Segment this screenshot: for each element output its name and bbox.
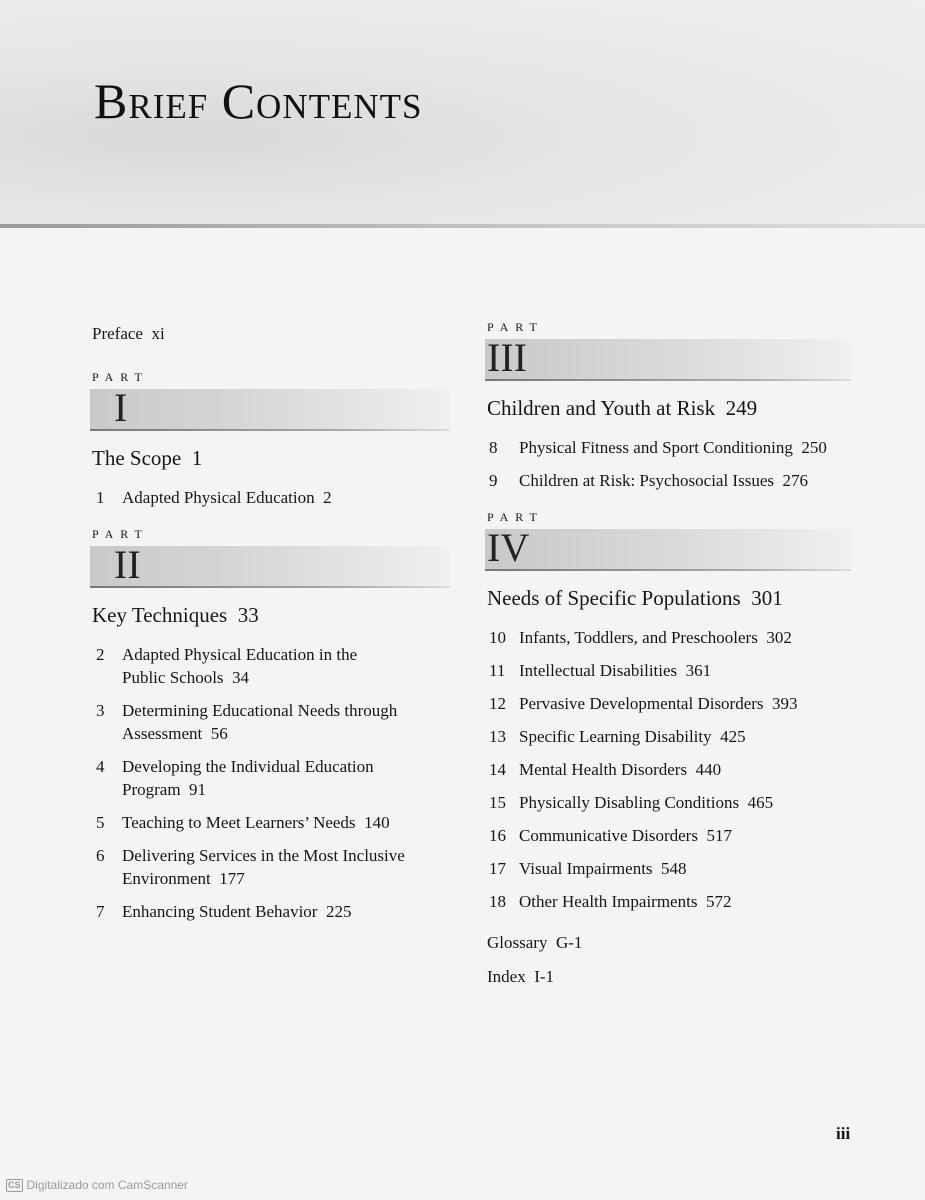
part-title [487,394,867,422]
chapter-entry [487,692,867,715]
chapter-number: 1 [96,488,105,507]
chapter-title: Teaching to Meet Learners’ Needs [122,813,356,832]
chapter-number: 2 [96,645,105,664]
chapter-number: 8 [489,438,498,457]
chapter-text [519,725,867,748]
chapter-number: 18 [489,892,506,911]
part-label: PART [487,320,544,334]
chapter-page: 56 [210,724,228,743]
chapter-text [519,824,867,847]
chapter-entry [487,857,867,880]
chapter-entry [92,486,472,509]
chapter-title: Communicative Disorders [519,826,698,845]
backmatter-label: Glossary [487,933,548,952]
chapter-number: 14 [489,760,506,779]
chapter-title: Physical Fitness and Sport Conditioning [519,438,793,457]
chapter-text [122,900,472,923]
chapter-entry [487,436,867,459]
chapter-entry [487,659,867,682]
backmatter-page: I-1 [534,967,555,986]
backmatter-page: G-1 [555,933,583,952]
preface-entry [92,322,472,346]
chapter-title: Infants, Toddlers, and Preschoolers [519,628,758,647]
chapter-number: 16 [489,826,506,845]
left-column [92,322,472,941]
backmatter [487,931,867,989]
part-label: PART [92,527,149,541]
chapter-list [487,626,867,913]
part-page: 1 [191,446,203,470]
chapter-list [92,643,472,923]
part-underline [485,379,851,381]
chapter-page: 440 [695,760,722,779]
chapter-title-cont: Assessment [122,724,203,743]
chapter-text [519,692,867,715]
part-page: 249 [725,396,758,420]
part-page: 301 [751,586,783,610]
chapter-entry [487,824,867,847]
chapter-page: 361 [685,661,712,680]
chapter-title: Physically Disabling Conditions [519,793,740,812]
part-numeral: II [114,542,141,587]
part-numeral: III [487,335,527,380]
scanner-watermark [6,1178,188,1192]
part-section [487,320,867,492]
part-underline [90,586,450,588]
header-rule [0,224,925,228]
preface-label: Preface [92,324,143,343]
part-label: PART [92,370,149,384]
part-label: PART [487,510,544,524]
chapter-text [519,659,867,682]
chapter-entry [487,791,867,814]
chapter-number: 9 [489,471,498,490]
backmatter-entry [487,931,867,955]
part-title-text: The Scope [92,446,182,470]
chapter-entry [92,900,472,923]
chapter-page: 140 [364,813,390,832]
part-section [487,510,867,913]
part-banner [485,336,847,384]
chapter-title: Children at Risk: Psychosocial Issues [519,471,774,490]
page-number: iii [836,1124,851,1143]
part-banner [90,386,452,434]
chapter-text [122,643,472,689]
chapter-text [122,699,472,745]
chapter-page: 548 [661,859,687,878]
chapter-title: Delivering Services in the Most Inclusive [122,846,405,865]
chapter-number: 13 [489,727,506,746]
chapter-title: Visual Impairments [519,859,653,878]
chapter-title: Adapted Physical Education in the [122,645,358,664]
chapter-text [519,890,867,913]
chapter-title: Adapted Physical Education [122,488,315,507]
chapter-entry [92,755,472,801]
part-title-text: Needs of Specific Populations [487,586,741,610]
chapter-text [519,857,867,880]
chapter-entry [92,844,472,890]
chapter-page: 393 [772,694,798,713]
chapter-text [122,486,472,509]
chapter-page: 177 [219,869,245,888]
chapter-list [92,486,472,509]
chapter-page: 517 [706,826,732,845]
part-band [485,339,851,379]
chapter-title: Developing the Individual Education [122,757,374,776]
part-band [90,389,450,429]
part-title-text: Key Techniques [92,603,228,627]
chapter-entry [487,890,867,913]
part-numeral: IV [487,525,530,570]
chapter-entry [487,469,867,492]
part-numeral: I [114,385,128,430]
chapter-entry [487,626,867,649]
chapter-text [519,626,867,649]
chapter-number: 6 [96,846,105,865]
chapter-page: 465 [747,793,774,812]
chapter-entry [487,758,867,781]
chapter-page: 250 [801,438,827,457]
chapter-page: 425 [720,727,746,746]
part-band [90,546,450,586]
part-underline [485,569,851,571]
chapter-title: Intellectual Disabilities [519,661,678,680]
part-section [92,370,472,509]
chapter-text [519,791,867,814]
chapter-title: Determining Educational Needs through [122,701,398,720]
chapter-text [122,844,472,890]
chapter-page: 572 [705,892,732,911]
chapter-number: 15 [489,793,506,812]
chapter-title-cont: Program [122,780,181,799]
chapter-title: Enhancing Student Behavior [122,902,318,921]
scanner-text: Digitalizado com CamScanner [26,1178,188,1192]
chapter-text [122,755,472,801]
chapter-page: 91 [189,780,207,799]
chapter-number: 7 [96,902,105,921]
chapter-title: Pervasive Developmental Disorders [519,694,764,713]
page-title: Brief Contents [94,73,423,129]
part-title [92,444,472,472]
left-parts [92,370,472,923]
chapter-number: 11 [489,661,506,680]
chapter-page: 2 [323,488,332,507]
chapter-title-cont: Public Schools [122,668,224,687]
chapter-list [487,436,867,492]
chapter-number: 10 [489,628,506,647]
backmatter-label: Index [487,967,526,986]
part-title [487,584,867,612]
chapter-text [519,436,867,459]
part-page: 33 [237,603,259,627]
chapter-title-cont: Environment [122,869,211,888]
chapter-title: Other Health Impairments [519,892,698,911]
part-banner [90,543,452,591]
part-band [485,529,851,569]
chapter-page: 225 [325,902,352,921]
chapter-entry [487,725,867,748]
camscanner-logo-icon: CS [8,1179,21,1190]
chapter-entry [92,811,472,834]
chapter-page: 34 [232,668,250,687]
chapter-page: 276 [782,471,808,490]
chapter-number: 4 [96,757,105,776]
chapter-title: Mental Health Disorders [519,760,688,779]
preface-page: xi [151,324,165,343]
chapter-entry [92,643,472,689]
chapter-text [519,758,867,781]
chapter-number: 12 [489,694,506,713]
right-parts [487,320,867,913]
chapter-entry [92,699,472,745]
chapter-number: 5 [96,813,105,832]
backmatter-entry [487,965,867,989]
chapter-title: Specific Learning Disability [519,727,712,746]
part-title-text: Children and Youth at Risk [487,396,716,420]
chapter-text [519,469,867,492]
chapter-number: 17 [489,859,506,878]
chapter-page: 302 [766,628,792,647]
part-banner [485,526,847,574]
chapter-text [122,811,472,834]
part-underline [90,429,450,431]
chapter-number: 3 [96,701,105,720]
right-column [487,320,867,999]
part-title [92,601,472,629]
part-section [92,527,472,923]
